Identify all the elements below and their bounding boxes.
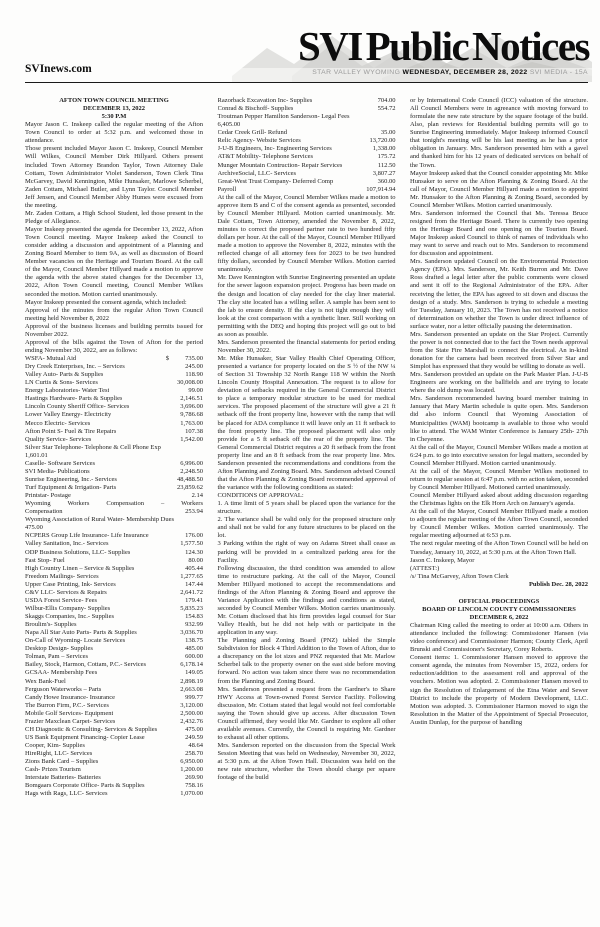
bill-row <box>218 186 396 194</box>
bill-name: Conrad & Bischoff- Supplies <box>217 105 294 113</box>
bill-name: Broulim's- Supplies <box>25 621 77 629</box>
paragraph: Council Member Hillyard asked about adding discussion regarding the Christmas lights on the Elk Horn Arch on January's agenda. <box>410 492 588 508</box>
paragraph: CONDITIONS OF APPROVAL: <box>217 492 304 500</box>
bill-amount: 269.90 <box>185 774 203 782</box>
bill-name: The Burron Firm, P.C.- Services <box>25 701 109 709</box>
bill-row <box>25 782 203 790</box>
bill-row <box>25 411 203 419</box>
bill-row <box>25 468 203 476</box>
bill-row <box>25 532 203 540</box>
article-heading <box>410 598 588 622</box>
bill-name: Mecco Electric- Services <box>25 419 91 427</box>
paragraph: The next regular meeting of the Afton Town Council will be held on Tuesday, January 10, 2022, at 5:30 p.m. at the Afton Town Hall. <box>410 540 588 556</box>
header-rule <box>25 82 588 83</box>
bill-name: Bailey, Stock, Harmon, Cottam, P.C.- Services <box>25 661 147 669</box>
bill-name: Razorback Excavation Inc- Supplies <box>217 97 313 104</box>
paragraph: At the call of the Mayor, Council Member Wilkes made a motion to approve item B and C of the consent agenda as presented, seconded by Council Member Hillyard. Motion carried unanimously. Mr. Dale Cottam, Town Attorney, amended the November 8, 2022, minutes to correct the proposed partner rate to two hundred fifty dollars per hour. At the call of the Mayor, Council Member Hillyard made a motion to approve the November 8, 2022, minutes with the reflected change of all attorney fees for 2023 to be two hundred fifty dollars, seconded by Council Member Wilkes. Motion carried unanimously. <box>217 193 396 274</box>
bill-amount: 3,696.00 <box>180 403 203 411</box>
bill-amount: 30,008.00 <box>177 379 203 387</box>
paragraph: Approval of the business licenses and building permits issued for November 2022. <box>25 322 203 338</box>
paragraph: Mayor Jason C. Inskeep called the regular meeting of the Afton Town Council to order at 5:32 p.m. and welcomed those in attendance. <box>25 121 203 145</box>
bill-name: Munger Mountain Contruction- Repair Services <box>217 161 343 169</box>
bill-row <box>25 387 203 395</box>
paragraph: Consent items: 1. Commissioner Hansen moved to approve the consent agenda, the minutes from November 15, 2022, orders for reduction/addition to the assessment roll and approval of the vouchers. Motion was adopted. 2. Commissioner Hansen moved to sign the Resolution of Enlargement of the Etna Water and Sewer District to include the property of Modern Development, LLC. Motion was adopted. 3. Commissioner Harmon moved to sign the Resolution in the Matter of the Appointment of Special Prosecutor, Austin Dunlap, for the purpose of handling <box>410 654 588 726</box>
bill-row <box>25 645 203 653</box>
bill-row <box>218 137 396 145</box>
paragraph: The Planning and Zoning Board (PNZ) tabled the Simple Subdivision for Block 4 Third Addition to the Town of Afton, due to a discrepancy on the lot sizes and PNZ requested that Mr. Marlow Scherbel talk to the property owner on the east side before moving forward. No action was taken since there was no recommendation from the Planning and Zoning Board. <box>217 637 396 685</box>
bill-name: Hags with Rags, LLC- Services <box>25 790 108 798</box>
bill-name: Printstar- Postage <box>25 492 71 500</box>
spacer <box>410 589 588 598</box>
bill-name: SVI Media- Publications <box>25 467 90 475</box>
bill-amount: 154.83 <box>185 613 203 620</box>
bill-name: Payroll <box>217 185 237 193</box>
article-heading-line: AFTON TOWN COUNCIL MEETING <box>59 97 169 104</box>
article-heading-line: 5:30 P.M <box>101 113 127 121</box>
bill-amount-line: 475.00 <box>25 524 43 532</box>
bill-amount: 80.00 <box>188 556 203 564</box>
bill-row <box>25 613 203 621</box>
bill-name: Compensation <box>25 508 63 516</box>
bill-name: Ferguson Waterworks – Parts <box>25 685 102 693</box>
paragraph: At the call of the Mayor, Council Member Wilkes made a motion at 6:24 p.m. to go into executive session for legal matters, seconded by Council Member Hillyard. Motion carried unanimously. <box>410 443 588 467</box>
bill-amount: 3,036.70 <box>180 629 203 637</box>
bill-row <box>25 766 203 774</box>
bill-amount: 9,786.68 <box>180 411 203 419</box>
bill-row <box>25 629 203 637</box>
bill-name: USDA Forest Service- Fees <box>25 596 98 604</box>
bill-amount: 554.72 <box>377 105 396 113</box>
bill-amount: 124.30 <box>185 548 203 556</box>
bill-amount: 999.77 <box>185 693 203 701</box>
bill-name: Quality Service- Services <box>25 435 92 443</box>
bill-name-line: Wyoming Workers Compensation – Workers <box>25 500 203 508</box>
paragraph: At the call of the Mayor, Council Member Wilkes motioned to return to regular session at 6:47 p.m. with no action taken, seconded by Council Member Hillyard. Motioned carried unanimously. <box>410 467 588 491</box>
bill-row <box>25 718 203 726</box>
site-url: SVInews.com <box>25 63 92 75</box>
columns-container <box>25 97 588 915</box>
bill-row <box>25 573 203 581</box>
bill-row <box>25 484 203 492</box>
bill-amount: 2,432.76 <box>180 717 203 725</box>
paragraph: Mrs. Sanderson informed the Council that Ms. Teressa Bruce resigned from the Heritage Board. There is currently two opening on the Heritage Board and one opening on the Tourism Board. Major Inskeep asked Council to think of names of individuals who may want to serve and reach out to Mrs. Sanderson to recommend for discussion and appointment. <box>410 209 588 258</box>
bill-amount: 932.99 <box>185 621 203 629</box>
bill-amount: 138.75 <box>185 637 203 645</box>
bill-row <box>25 565 203 573</box>
bill-row <box>25 637 203 645</box>
bill-row <box>25 363 203 371</box>
bill-row <box>218 153 396 161</box>
masthead-title: SVI Public Notices <box>298 23 589 69</box>
bill-name: Upper Case Printing, Ink- Services <box>25 580 116 588</box>
bill-amount: 1,763.00 <box>180 419 203 427</box>
article-heading-line: DECEMBER 13, 2022 <box>83 105 145 113</box>
bill-amount: 1,577.50 <box>180 540 203 548</box>
article-heading-line: BOARD OF LINCOLN COUNTY COMMISSIONERS <box>422 605 576 613</box>
bill-name: Bomgaars Corporate Office- Parts & Supplies <box>25 782 145 790</box>
bill-name: AT&T Mobility- Telephone Services <box>217 153 314 161</box>
text-line: Wyoming Association of Rural Water- Membership Dues <box>25 516 175 524</box>
bill-amount: 245.00 <box>185 363 203 371</box>
bill-amount: 735.00 <box>185 355 203 362</box>
paragraph: Mrs. Sanderson recommended having board member training in January that Mary Martin schedule is quite open. Mrs. Sanderson did also inform Council that Wyoming Association of Municipalities (WAM) bootcamp is available to those who would like to attend. The WAM Winter Conference is January 25th- 27th in Cheyenne. <box>410 395 588 443</box>
bill-name: J-U-B Engineers, Inc- Engineering Services <box>217 145 332 153</box>
bill-row <box>25 540 203 548</box>
bill-name: NCPERS Group Life Insurance- Life Insurance <box>25 532 149 540</box>
bill-amount: 2,898.19 <box>180 677 203 685</box>
bill-row <box>25 597 203 605</box>
bill-row <box>25 476 203 484</box>
bill-row <box>25 581 203 589</box>
bill-row <box>25 379 203 387</box>
bill-amount: 475.00 <box>185 725 203 733</box>
bill-row <box>25 621 203 629</box>
bill-name: Frazier Maxclean Carpet- Services <box>25 717 116 725</box>
paragraph: 2. The variance shall be valid only for the proposed structure only and shall not be valid for any future structures to be placed on the lot. <box>217 516 396 540</box>
bill-row <box>25 355 203 363</box>
bill-row <box>25 726 203 734</box>
bill-row <box>25 669 203 677</box>
paragraph: Mrs. Sanderson provided an update on the Park Master Plan. J-U-B Engineers are working on the ballfields and are trying to locate where the old dump was located. <box>410 371 588 395</box>
paragraph: At the call of the Mayor, Council Member Hillyard made a motion to adjourn the regular meeting of the Afton Town Council, seconded by Council Member Wilkes. Motion carried unanimously. The regular meeting adjourned at 6:53 p.m. <box>410 508 588 540</box>
bill-name: GCSAA- Membership Fees <box>25 669 98 677</box>
bill-row <box>25 395 203 403</box>
paragraph: Mr. Dave Kennington with Sunrise Engineering presented an update for the sewer lagoon expansion project. Progress has been made on the design and location of clay needed for the clay liner material. The clay site located has a willing seller. A sample has been sent to the lab to ensure density. If the clay is not tight enough they will look at the cost comparison with a synthetic liner. Still working on permitting with the DEQ and hoping this project will go out to bid as soon as possible. <box>217 274 396 338</box>
bill-row <box>25 508 203 516</box>
paragraph: Mr. Mike Hunsaker, Star Valley Health Chief Operating Officer, presented a variance for property located on the S ½ of the NW ¼ of Section 31 Township 32 North Range 118 W within the North Lincoln County Hospital Annexation. The request is to allow for deviation of setbacks required in the General Commercial District to place a temporary modular structure to be used for medical services. The proposed placement of the structure will give a 21 ft setback off the front property line, however with the ramp that will be placed for ADA compliance it will leave only an 11 ft setback to the front property line. The proposed placement will also only provide for a 5 ft setback off the rear of the property line. The General Commercial District requires a 20 ft setback from the front property line and an 8 ft setback from the rear property line. Mrs. Sanderson presented the recommendations and conditions from the Afton Planning and Zoning Board. Mrs. Sanderson advised Council that the Afton Planning & Zoning Board recommended approval of the variance with the following conditions as stated: <box>217 355 396 491</box>
bill-amount: 360.00 <box>377 177 396 185</box>
news-column <box>25 97 203 915</box>
bill-amount: 35.00 <box>380 129 396 137</box>
bill-row <box>218 178 396 186</box>
paragraph: Chairman King called the meeting to order at 10:00 a.m. Others in attendance included the following: Commissioner Hansen (via video conference) and Commissioner Harmon; County Clerk, April Brunski and Commissioner's Secretary, Corey Roberts. <box>410 622 588 654</box>
bill-row <box>25 420 203 428</box>
bill-amount: 704.00 <box>377 97 396 104</box>
bill-amount: 147.44 <box>185 580 203 588</box>
bill-amount: 2.14 <box>191 492 203 500</box>
bill-row <box>25 371 203 379</box>
dateline-region: STAR VALLEY WYOMING <box>312 69 403 76</box>
bill-amount: 2,641.72 <box>180 588 203 596</box>
bill-amount: 3,120.00 <box>180 701 203 709</box>
paragraph: 1. A time limit of 5 years shall be placed upon the variance for the structure. <box>217 500 396 516</box>
bill-amount-line: 6,405.00 <box>217 121 241 129</box>
bill-name: Turf Equipment & Irrigation- Parts <box>25 484 117 491</box>
bill-amount: 2,146.51 <box>180 395 203 403</box>
dateline-date: WEDNESDAY, DECEMBER 28, 2022 <box>402 69 528 76</box>
bill-row <box>25 436 203 444</box>
bill-amount: 99.00 <box>188 387 203 395</box>
bill-amount: 1,200.00 <box>180 766 203 774</box>
bill-row <box>25 557 203 565</box>
text-line: Jason C. Inskeep, Mayor <box>410 556 475 564</box>
bill-amount: 107,914.94 <box>366 185 396 193</box>
bill-amount: 48,488.50 <box>177 475 203 483</box>
bill-name: Cash- Prizes Tourism <box>25 766 81 774</box>
bill-amount: 107.38 <box>185 427 203 435</box>
bill-name: Fast Stop- Fuel <box>25 556 65 564</box>
paragraph: Mayor Inskeep presented the agenda for December 13, 2022, Afton Town Council meeting. Mayor Inskeep asked the Council to consider adding a discussion and appointment of a Planning and Zoning Board Member to item 9A, as well as discussion of Board Member vacancies on the Heritage and Tourism Board. At the call of the Mayor, Council Member Hillyard made a motion to approve the agenda with the above stated changes for the December 13, 2022, Afton Town Council meeting, Council Member Wilkes seconded the motion. Motion carried unanimously. <box>25 226 203 298</box>
bill-amount: 118.90 <box>185 371 203 379</box>
bill-row <box>218 129 396 137</box>
bill-name: Tolman, Pam – Services <box>25 653 89 661</box>
bill-name: C&V LLC- Services & Repairs <box>25 588 107 596</box>
bill-amount: 1,542.00 <box>180 435 203 443</box>
bill-name: Lincoln County Sheriff Office- Services <box>25 403 130 411</box>
text-line: /s/ Tina McGarvey, Afton Town Clerk <box>410 572 509 580</box>
bill-amount: 23,859.62 <box>177 484 203 491</box>
bill-amount: 253.94 <box>185 508 203 516</box>
bill-row <box>25 661 203 669</box>
bill-amount: 2,248.50 <box>180 467 203 475</box>
bill-name: ArchiveSocial, LLC- Services <box>217 169 297 177</box>
text-line: Troutman Pepper Hamilton Sanderson- Legal Fees <box>217 113 350 121</box>
bill-amount: 249.59 <box>185 733 203 741</box>
bill-amount: 175.72 <box>377 153 396 161</box>
bill-name: Cedar Creek Grill- Refund <box>217 129 287 137</box>
bill-name: Dry Creek Enterprises, Inc. – Services <box>25 363 125 371</box>
dateline <box>312 69 588 76</box>
bill-name: On-Call of Wyoming- Locate Services <box>25 637 126 645</box>
paragraph: Those present included Mayor Jason C. Inskeep, Council Member Will Wilkes, Council Member Dirk Hillyard. Others present included Town Attorney Brandon Taylor, Town Attorney Dale Cottam, Town Administrator Violet Sanderson, Town Clerk Tina McGarvey, David Kennington, Mike Hunsaker, Marlowe Scherbel, Zaden Cottam, Michael Butler, and Lynn Taylor. Council Member Jeff Jensen, and Council Member Abby Humes were excused from the meeting. <box>25 145 203 209</box>
bill-amount: 3,807.27 <box>372 169 396 177</box>
bill-name: Afton Point S- Fuel & Tire Repairs <box>25 427 117 435</box>
bill-name: Desktop Design- Supplies <box>25 645 93 653</box>
bill-row <box>25 428 203 436</box>
text-line: Silver Star Telephone- Telephone & Cell Phone Exp <box>25 443 161 451</box>
bill-amount: 149.05 <box>185 669 203 677</box>
paragraph: Mr. Zaden Cottam, a High School Student, led those present in the Pledge of Allegiance. <box>25 209 203 225</box>
bill-amount: 1,338.00 <box>372 145 396 153</box>
bill-name: LN Curtis & Sons- Services <box>25 379 98 387</box>
bill-amount: 2,663.08 <box>180 685 203 693</box>
bill-name: Caselle- Software Services <box>25 459 96 467</box>
bill-row <box>218 170 396 178</box>
text-line: (ATTEST:) <box>410 564 440 572</box>
bill-amount: 6,178.14 <box>180 661 203 669</box>
bill-row <box>218 97 396 105</box>
bill-row <box>218 105 396 113</box>
bill-name: Skaggs Companies, Inc.- Supplies <box>25 613 115 620</box>
bill-amount: 6,996.00 <box>180 459 203 467</box>
bill-row <box>25 605 203 613</box>
bill-row <box>25 702 203 710</box>
bill-row <box>25 549 203 557</box>
bill-name: CH Diagnostic & Consulting- Services & Supplies <box>25 725 158 733</box>
bill-amount-line: 1,601.01 <box>25 451 48 459</box>
bill-row <box>218 162 396 170</box>
bill-row <box>25 790 203 798</box>
article-heading <box>25 97 203 121</box>
bill-name: Wex Bank-Fuel <box>25 677 66 685</box>
publish-line: Publish Dec. 28, 2022 <box>528 580 588 588</box>
bill-amount: 600.00 <box>185 653 203 661</box>
paragraph: Mayor Inskeep presented the consent agenda, which included: <box>25 298 187 306</box>
paragraph: Approval of the bills against the Town of Afton for the period ending November 30, 2022, are as follows: <box>25 338 203 354</box>
bill-amount: 485.00 <box>185 645 203 653</box>
bill-name: Napa All Star Auto Parts- Parts & Supplies <box>25 629 137 637</box>
bill-row <box>25 678 203 686</box>
bill-amount: 758.16 <box>185 782 203 790</box>
bill-row <box>25 694 203 702</box>
paragraph: Mrs. Sanderson presented a request from the Gardner's to Share HWY Access at Town-owned Forest Service Facility. Following discussion, Mr. Cottam stated that legal would not feel comfortable saying the Town should give up access. After discussion Town Council affirmed, they would like Mr. Gardner to explore all other available avenues. Currently, the Council is requiring Mr. Gardner to exhaust all other options. <box>217 685 396 741</box>
bill-amount: 1,277.65 <box>180 572 203 580</box>
bill-row <box>25 492 203 500</box>
bill-amount: 1,070.00 <box>180 790 203 798</box>
bill-amount: 5,835.23 <box>180 604 203 612</box>
bill-amount: 13,720.00 <box>369 137 396 145</box>
bill-name: Mobile Golf Services- Equipment <box>25 709 114 717</box>
bill-name: Wilbur-Ellis Company- Supplies <box>25 604 111 612</box>
bill-row <box>25 750 203 758</box>
bill-name: WSFA- Mutual Aid <box>25 355 77 362</box>
paragraph: Mayor Inskeep asked that the Council consider appointing Mr. Mike Hunsaker to serve on the Afton Planning & Zoning Board. At the call of Mayor, Council Member Hillyard made a motion to appoint Mr. Hunsaker to the Afton Planning & Zoning Board, seconded by Council Member Wilkes. Motion carried unanimously. <box>410 169 588 209</box>
bill-row <box>25 686 203 694</box>
article-heading-line: OFFICIAL PROCEEDINGS <box>458 597 540 605</box>
bill-name: Interstate Batteries- Batteries <box>25 774 101 782</box>
paragraph: Approval of the minutes from the regular Afton Town Council meeting held November 8, 2022 <box>25 306 203 322</box>
bill-amount: 2,500.00 <box>180 709 203 717</box>
bill-name: US Bank Equipment Financing- Copier Lease <box>25 733 145 741</box>
bill-name: Energy Laboratories- Water Test <box>25 387 110 395</box>
bill-row <box>25 460 203 468</box>
bill-name: Cooper, Kim- Supplies <box>25 742 85 749</box>
bill-row <box>25 653 203 661</box>
paragraph: Mrs. Sanderson presented an update on the Star Project. Currently the power is not connected due to the fact the Town needs approval from the State Fire Marshall to connect the electrical. An in-kind donation for the camera had been received from Silver Star and Simplot has expressed that they would be willing to donate as well. <box>410 330 588 371</box>
bill-row <box>25 589 203 597</box>
bill-amount: 179.41 <box>185 596 203 604</box>
bill-amount: 405.44 <box>185 564 203 572</box>
bill-amount: 112.50 <box>377 161 396 169</box>
bill-row <box>25 742 203 750</box>
bill-amount: 176.00 <box>185 532 203 540</box>
bill-name: Hastings Hardware- Parts & Supplies <box>25 395 123 403</box>
bill-row <box>25 734 203 742</box>
bill-name: Valley Sanitation, Inc.- Services <box>25 540 109 548</box>
bill-name: Freedom Mailings- Services <box>25 572 99 580</box>
paragraph: Mrs. Sanderson updated Council on the Environmental Protection Agency (EPA). Mrs. Sanderson, Mr. Keith Burron and Mr. Dave Ross drafted a legal letter after the public comments were closed and sent it off to the Regional Administrator of the EPA. After receiving the letter, the EPA has agreed to sit down and discuss the design of a study. Mrs. Sanderson is trying to schedule a meeting for Tuesday, January 10, 2023. The Town has not received a notice of determination on whether the Town is under direct influence of surface water, nor a letter officially pausing the determination. <box>410 258 588 330</box>
bill-row <box>25 758 203 766</box>
bill-name: Great-West Trust Company- Deferred Comp <box>217 177 334 185</box>
bill-name: ODP Business Solutions, LLC- Supplies <box>25 548 131 556</box>
currency-symbol: $ <box>165 355 169 362</box>
dateline-media-page: SVI MEDIA - 15A <box>527 69 588 76</box>
paragraph: or by International Code Council (ICC) valuation of the structure. All Council Members were in agreeance with moving forward to formulate the new rate structure by the square footage of the build. Also, plan reviews for Residential building permits will go to Sunrise Engineering immediately. Major Inskeep informed Council that tonight's meeting will be his last meeting as he has a prior obligation in January. Mrs. Sanderson presented him with a gavel and thanked him for his 12 years of dedicated services on behalf of the Town. <box>410 97 588 169</box>
paragraph: Following discussion, the third condition was amended to allow time to restructure parking. At the call of the Mayor, Council Member Hillyard motioned to accept the recommendations and findings of the Afton Planning & Zoning Board and approve the Variance Application with the findings and conditions as stated, seconded by Council Member Wilkes. Motion carries unanimously. Mr. Cottam disclosed that his firm provides legal counsel for Star Valley Health, but he did not help with or participate in the application in any way. <box>217 564 396 637</box>
paragraph: 3 Parking within the right of way on Adams Street shall cease as parking will be provided in a centralized parking area for the Facility. <box>217 540 396 564</box>
bill-name: Relic Agency- Website Services <box>217 137 301 145</box>
bill-name: Sunrise Engineering, Inc.- Services <box>25 475 117 483</box>
bill-name: Lower Valley Energy- Electricity <box>25 411 112 419</box>
bill-name: High Country Linen – Service & Supplies <box>25 564 135 572</box>
paragraph: Mrs. Sanderson presented the financial statements for period ending November 30, 2022. <box>217 338 396 354</box>
bill-amount: 6,950.00 <box>180 758 203 766</box>
article-heading-line: DECEMBER 6, 2022 <box>469 613 529 621</box>
bill-name: Candy Howe Insurance- Insurance <box>25 693 116 701</box>
bill-row <box>25 403 203 411</box>
bill-name: HireRight, LLC- Services <box>25 750 93 758</box>
news-column <box>218 97 396 915</box>
bill-row <box>25 710 203 718</box>
bill-row <box>218 145 396 153</box>
bill-amount: 48.64 <box>188 742 203 749</box>
news-column <box>410 97 588 915</box>
bill-row <box>25 774 203 782</box>
bill-amount: 258.70 <box>185 750 203 758</box>
paragraph: Mrs. Sanderson reported on the discussion from the Special Work Session Meeting that was held on Wednesday, November 30, 2022, at 5:30 p.m. at the Afton Town Hall. Discussion was held on the new rate structure, whether the Town should charge per square footage of the build <box>217 742 396 782</box>
bill-name: Zions Bank Card – Supplies <box>25 758 99 766</box>
bill-name: Valley Auto- Parts & Supplies <box>25 371 104 379</box>
